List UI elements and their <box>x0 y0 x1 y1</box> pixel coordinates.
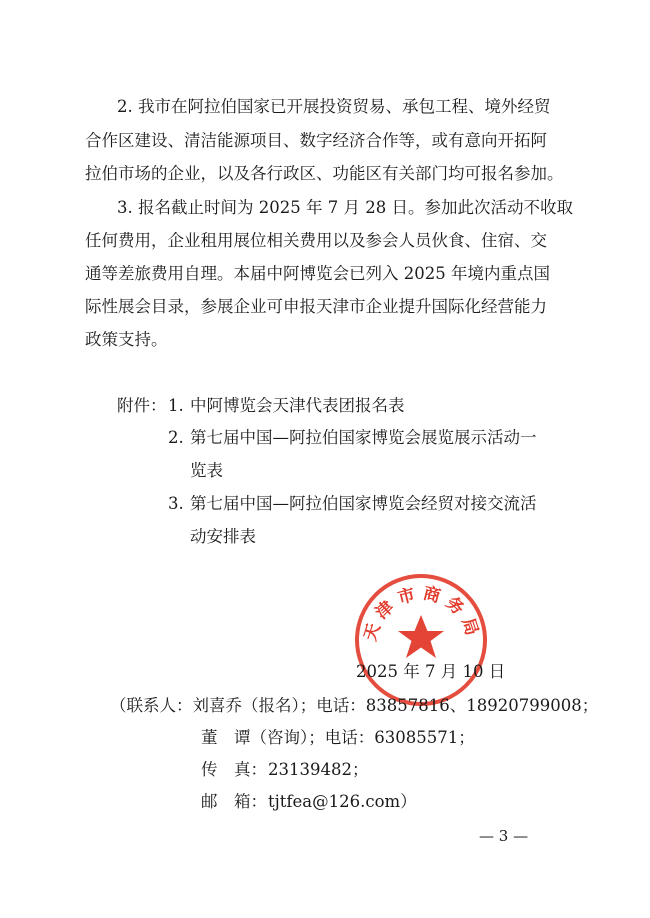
attachment-1-title[interactable]: 中阿博览会天津代表团报名表 <box>190 396 405 415</box>
attachment-3-title-line-1[interactable]: 第七届中国—阿拉伯国家博览会经贸对接交流活 <box>190 494 537 513</box>
attachment-3-number: 3. <box>168 494 184 513</box>
paragraph-2-line-2: 合作区建设、清洁能源项目、数字经济合作等，或有意向开拓阿 <box>85 131 547 150</box>
fax-label: 传 真： <box>201 760 267 779</box>
paragraph-2-line-3: 拉伯市场的企业，以及各行政区、功能区有关部门均可报名参加。 <box>85 164 564 183</box>
attachment-3-title-line-2[interactable]: 动安排表 <box>190 527 256 546</box>
attachment-2-title-line-2[interactable]: 览表 <box>190 461 223 480</box>
paragraph-3-line-3: 通等差旅费用自理。本届中阿博览会已列入 2025 年境内重点国 <box>85 264 550 283</box>
seal-star-icon <box>398 615 444 658</box>
email-value[interactable]: tjtfea@126.com） <box>268 792 417 811</box>
page-number: — 3 — <box>479 827 529 845</box>
attachment-2-title-line-1[interactable]: 第七届中国—阿拉伯国家博览会展览展示活动一 <box>190 428 537 447</box>
fax-value: 23139482； <box>268 760 369 779</box>
seal-org-text: 天津市商务局 <box>360 583 484 644</box>
paragraph-3-line-1: 3. 报名截止时间为 2025 年 7 月 28 日。参加此次活动不收取 <box>117 198 573 217</box>
attachment-2-number: 2. <box>168 428 184 447</box>
attachment-1-number: 1. <box>168 396 184 415</box>
paragraph-2-line-1: 2. 我市在阿拉伯国家已开展投资贸易、承包工程、境外经贸 <box>117 97 551 116</box>
email-label: 邮 箱： <box>201 792 267 811</box>
official-seal-stamp <box>352 571 490 709</box>
paragraph-3-line-5: 政策支持。 <box>85 330 168 349</box>
paragraph-3-line-4: 际性展会目录，参展企业可申报天津市企业提升国际化经营能力 <box>85 297 547 316</box>
contact-line-2: 董 谭（咨询）；电话：63085571； <box>201 728 475 747</box>
paragraph-3-line-2: 任何费用，企业租用展位相关费用以及参会人员伙食、住宿、交 <box>85 231 547 250</box>
document-date: 2025 年 7 月 10 日 <box>356 662 506 681</box>
attachments-label: 附件： <box>117 396 167 415</box>
contact-line-1: （联系人：刘喜乔（报名）；电话：83857816、18920799008； <box>110 696 599 715</box>
